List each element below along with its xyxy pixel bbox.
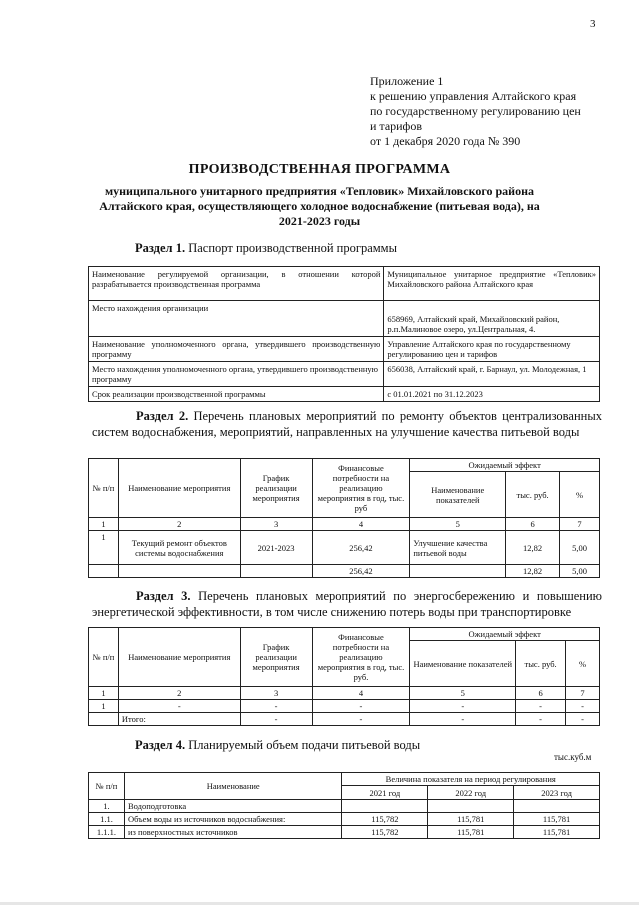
- section4-table: [88, 772, 600, 839]
- col-number: 5: [410, 518, 506, 531]
- table-row: [89, 813, 600, 826]
- section3-table: [88, 627, 600, 726]
- header-thousand: тыс. руб.: [516, 641, 566, 687]
- header-effect: Ожидаемый эффект: [410, 459, 600, 472]
- passport-cell-left: Срок реализации производственной программы: [89, 387, 384, 402]
- cell-value: -: [240, 700, 312, 713]
- cell-empty: [118, 565, 240, 578]
- cell-empty: [89, 713, 119, 726]
- cell-num: 1: [89, 700, 119, 713]
- unit-label: тыс.куб.м: [554, 752, 592, 762]
- header-percent: %: [566, 641, 600, 687]
- section1-heading: [135, 240, 397, 256]
- passport-cell-left: Место нахождения уполномоченного органа, утвердившего производственную программу: [89, 362, 384, 387]
- table-row: [89, 800, 600, 813]
- title-line-4: 2021-2023 годы: [278, 214, 361, 228]
- cell-year-2022: [428, 800, 514, 813]
- table-row: [89, 267, 600, 301]
- section4-text: Планируемый объем подачи питьевой воды: [188, 738, 421, 752]
- cell-finance: 256,42: [312, 531, 410, 565]
- header-name: Наименование мероприятия: [118, 459, 240, 518]
- header-thousand: тыс. руб.: [506, 472, 560, 518]
- section4-heading: [135, 737, 420, 753]
- cell-name: Текущий ремонт объектов системы водоснабжения: [118, 531, 240, 565]
- section2-table: [88, 458, 600, 578]
- header-name: Наименование мероприятия: [118, 628, 240, 687]
- col-number: 3: [240, 518, 312, 531]
- header-finance: Финансовые потребности на реализацию мероприятия в год, тыс. руб.: [312, 628, 410, 687]
- cell-empty: [240, 565, 312, 578]
- cell-year-2021: [342, 800, 428, 813]
- cell-value: -: [118, 700, 240, 713]
- cell-total-label: Итого:: [118, 713, 240, 726]
- section1-label: Раздел 1.: [135, 241, 186, 255]
- header-schedule: График реализации мероприятия: [240, 628, 312, 687]
- table-total-row: [89, 565, 600, 578]
- cell-value: -: [312, 700, 410, 713]
- passport-cell-right: с 01.01.2021 по 31.12.2023: [384, 387, 600, 402]
- header-indicator: Наименование показателей: [410, 641, 516, 687]
- table-total-row: [89, 713, 600, 726]
- header-num: № п/п: [89, 459, 119, 518]
- table-header-row: [89, 773, 600, 786]
- section3-text: Перечень плановых мероприятий по энергосбережению и повышению энергетической эффективности, в том числе снижению потерь воды при транспортировке: [92, 589, 603, 619]
- section4-label: Раздел 4.: [135, 738, 186, 752]
- col-number: 6: [516, 687, 566, 700]
- header-year-2021: 2021 год: [342, 786, 428, 800]
- cell-total-thousand: 12,82: [506, 565, 560, 578]
- cell-value: -: [516, 713, 566, 726]
- section3-label: Раздел 3.: [136, 589, 191, 603]
- passport-cell-right: 656038, Алтайский край, г. Барнаул, ул. Молодежная, 1: [384, 362, 600, 387]
- col-number: 3: [240, 687, 312, 700]
- cell-total-percent: 5,00: [560, 565, 600, 578]
- table-row: [89, 687, 600, 700]
- cell-name: Водоподготовка: [124, 800, 342, 813]
- appendix-line: Приложение 1: [370, 74, 444, 88]
- table-row: [89, 826, 600, 839]
- cell-year-2021: 115,782: [342, 813, 428, 826]
- passport-cell-right: Управление Алтайского края по государственному регулированию цен и тарифов: [384, 337, 600, 362]
- document-title: [0, 162, 639, 229]
- table-row: [89, 531, 600, 565]
- cell-year-2023: 115,781: [514, 813, 600, 826]
- cell-thousand: 12,82: [506, 531, 560, 565]
- cell-year-2022: 115,781: [428, 826, 514, 839]
- section1-text: Паспорт производственной программы: [188, 241, 397, 255]
- cell-indicator: Улучшение качества питьевой воды: [410, 531, 506, 565]
- header-year-2022: 2022 год: [428, 786, 514, 800]
- cell-num: 1: [89, 531, 119, 565]
- col-number: 1: [89, 687, 119, 700]
- cell-num: 1.: [89, 800, 125, 813]
- cell-empty: [89, 565, 119, 578]
- col-number: 2: [118, 687, 240, 700]
- col-number: 6: [506, 518, 560, 531]
- cell-num: 1.1.1.: [89, 826, 125, 839]
- cell-year-2023: [514, 800, 600, 813]
- cell-name: из поверхностных источников: [124, 826, 342, 839]
- col-number: 7: [560, 518, 600, 531]
- cell-percent: 5,00: [560, 531, 600, 565]
- header-indicator: Наименование показателей: [410, 472, 506, 518]
- col-number: 4: [312, 518, 410, 531]
- cell-schedule: 2021-2023: [240, 531, 312, 565]
- passport-cell-left: Место нахождения организации: [89, 301, 384, 337]
- table-row: [89, 700, 600, 713]
- passport-cell-left: Наименование регулируемой организации, в отношении которой разрабатывается производственная программа: [89, 267, 384, 301]
- section2-label: Раздел 2.: [136, 409, 189, 423]
- cell-empty: [410, 565, 506, 578]
- header-period: Величина показателя на период регулирования: [342, 773, 600, 786]
- cell-year-2023: 115,781: [514, 826, 600, 839]
- appendix-line: от 1 декабря 2020 года № 390: [370, 134, 521, 148]
- table-header-row: [89, 459, 600, 472]
- cell-total-finance: 256,42: [312, 565, 410, 578]
- header-schedule: График реализации мероприятия: [240, 459, 312, 518]
- appendix-line: и тарифов: [370, 119, 423, 133]
- cell-value: -: [566, 700, 600, 713]
- header-num: № п/п: [89, 773, 125, 800]
- section3-heading: [92, 588, 602, 620]
- appendix-line: по государственному регулированию цен: [370, 104, 581, 118]
- passport-table: [88, 266, 600, 402]
- col-number: 5: [410, 687, 516, 700]
- section2-text: Перечень плановых мероприятий по ремонту объектов централизованных систем водоснабжения, мероприятий, направленных на улучшение качества питьевой воды: [92, 409, 602, 439]
- cell-value: -: [566, 713, 600, 726]
- cell-value: -: [240, 713, 312, 726]
- title-line-3: Алтайского края, осуществляющего холодное водоснабжение (питьевая вода), на: [99, 199, 540, 213]
- header-name: Наименование: [124, 773, 342, 800]
- header-percent: %: [560, 472, 600, 518]
- title-line-2: муниципального унитарного предприятия «Тепловик» Михайловского района: [104, 184, 535, 198]
- cell-value: -: [410, 700, 516, 713]
- header-effect: Ожидаемый эффект: [410, 628, 600, 641]
- table-header-row: [89, 628, 600, 641]
- passport-cell-right: 658969, Алтайский край, Михайловский район, р.п.Малиновое озеро, ул.Центральная, 4.: [384, 301, 600, 337]
- col-number: 2: [118, 518, 240, 531]
- title-line-1: ПРОИЗВОДСТВЕННАЯ ПРОГРАММА: [188, 162, 451, 177]
- cell-year-2022: 115,781: [428, 813, 514, 826]
- cell-value: -: [410, 713, 516, 726]
- appendix-block: [370, 74, 620, 149]
- cell-value: -: [312, 713, 410, 726]
- appendix-line: к решению управления Алтайского края: [370, 89, 577, 103]
- page-number: 3: [590, 18, 596, 30]
- section2-heading: [92, 408, 602, 440]
- passport-cell-left: Наименование уполномоченного органа, утвердившего производственную программу: [89, 337, 384, 362]
- table-row: [89, 301, 600, 337]
- cell-year-2021: 115,782: [342, 826, 428, 839]
- col-number: 4: [312, 687, 410, 700]
- cell-name: Объем воды из источников водоснабжения:: [124, 813, 342, 826]
- passport-cell-right: Муниципальное унитарное предприятие «Тепловик» Михайловского района Алтайского края: [384, 267, 600, 301]
- header-num: № п/п: [89, 628, 119, 687]
- table-row: [89, 518, 600, 531]
- cell-value: -: [516, 700, 566, 713]
- table-row: [89, 387, 600, 402]
- col-number: 1: [89, 518, 119, 531]
- col-number: 7: [566, 687, 600, 700]
- table-row: [89, 337, 600, 362]
- cell-num: 1.1.: [89, 813, 125, 826]
- table-row: [89, 362, 600, 387]
- header-finance: Финансовые потребности на реализацию мероприятия в год, тыс. руб: [312, 459, 410, 518]
- header-year-2023: 2023 год: [514, 786, 600, 800]
